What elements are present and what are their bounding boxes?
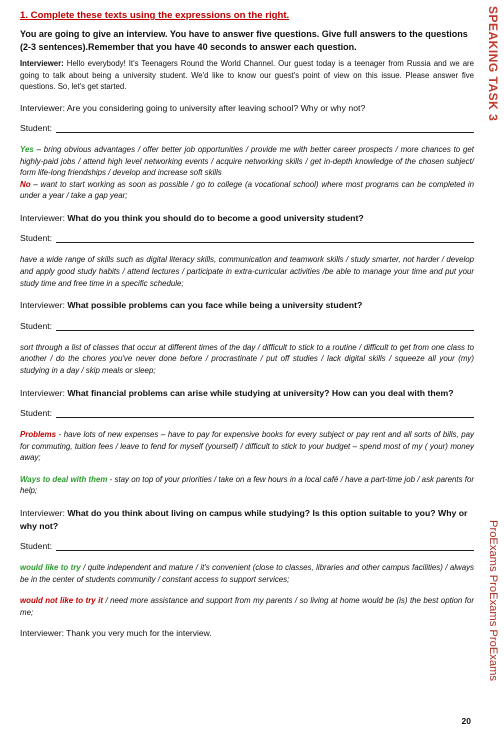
student-label: Student: (20, 541, 53, 551)
student-answer-row (20, 408, 474, 418)
worksheet-content (20, 10, 474, 638)
hint-label-problems: Problems (20, 430, 56, 440)
student-label: Student: (20, 320, 53, 331)
student-answer-row (20, 321, 474, 331)
question-2 (20, 212, 474, 225)
hint-label-yes: Yes (20, 145, 34, 154)
answer-line[interactable] (56, 321, 474, 331)
interviewer-label: Interviewer: (20, 59, 64, 68)
hint-label-ways: Ways to deal with them (20, 474, 108, 484)
answer-line[interactable] (56, 233, 474, 243)
question-3 (20, 299, 474, 312)
hint-text: – want to start working as soon as possible / go to college (a vocational school) where most programs can be completed in under a year / take a gap year; (20, 179, 474, 201)
interviewer-label: Interviewer: (20, 102, 67, 113)
hint-text: / need more assistance and support from my parents / so living at home would be (is) the best option for me; (20, 596, 474, 617)
hint-text: / quite independent and mature / it's convenient (close to classes, libraries and other campus facilities) / always be in the center of students community / constant access to support services; (20, 563, 474, 584)
interviewer-label: Interviewer: (20, 212, 68, 223)
student-label: Student: (20, 408, 53, 419)
question-4 (20, 387, 474, 400)
interviewer-label: Interviewer: (20, 300, 68, 311)
question-1 (20, 102, 474, 115)
hint-block-4a (20, 429, 474, 464)
hint-block-1 (20, 144, 474, 202)
hint-text: – bring obvious advantages / offer better job opportunities / provide me with better career prospects / more chances to get highly-paid jobs / attend high level networking events / acquire networking skills / get in-depth knowledge of the chosen subject/ form life-long friendships / develop and increase soft skills (20, 145, 474, 178)
student-answer-row (20, 123, 474, 133)
answer-line[interactable] (56, 408, 474, 418)
question-text: What do you think about living on campus while studying? Is this option suitable to you? Why or why not? (20, 508, 468, 531)
side-title-text: SPEAKING TASK 3 (486, 6, 500, 122)
question-text: What financial problems can arise while studying at university? How can you deal with them? (67, 387, 454, 398)
task-title: 1. Complete these texts using the expressions on the right. (20, 10, 290, 21)
student-answer-row (20, 233, 474, 243)
question-5 (20, 507, 474, 532)
hint-text: - have lots of new expenses – have to pay for expensive books for every subject or pay rent and all sorts of bills, pay for commuting, tuition fees / leave to fend for myself (yourself) / difficult to stick to your budget – spend most of my ( your) money away; (20, 430, 474, 463)
question-text: What do you think you should do to become a good university student? (67, 212, 364, 223)
interviewer-label: Interviewer: (20, 508, 68, 518)
student-answer-row (20, 541, 474, 551)
hint-text: - stay on top of your priorities / take on a few hours in a local café / have a part-time job / ask parents for help; (20, 474, 474, 496)
side-brand-text: ProExams ProExams ProExams (487, 520, 499, 682)
hint-label-no: No (20, 179, 31, 189)
student-label: Student: (20, 123, 53, 133)
page-number: 20 (461, 716, 471, 726)
question-text: What possible problems can you face while being a university student? (67, 300, 363, 311)
task-instructions: You are going to give an interview. You have to answer five questions. Give full answers to the questions (2-3 sentences).Remember that you have 40 seconds to answer each question. (20, 29, 468, 52)
hint-label-would-not-like: would not like to try it (20, 596, 106, 606)
interviewer-label: Interviewer: (20, 387, 68, 398)
interviewer-intro (20, 58, 474, 93)
answer-line[interactable] (56, 123, 474, 133)
interviewer-intro-text: Hello everybody! It's Teenagers Round the World Channel. Our guest today is a teenager from Russia and we are going to talk about being a university student. We'd like to know our guest's point of view on this issue. Please answer five questions. So, let's get started. (20, 59, 474, 91)
question-text: Are you considering going to university after leaving school? Why or why not? (66, 102, 366, 113)
side-brand (477, 520, 503, 730)
student-label: Student: (20, 233, 53, 244)
closing-line: Interviewer: Thank you very much for the interview. (20, 628, 212, 639)
hint-block-4b (20, 474, 474, 497)
answer-line[interactable] (56, 541, 474, 551)
hint-label-would-like: would like to try (20, 563, 84, 572)
hint-block-5a (20, 562, 474, 585)
hint-block-5b (20, 595, 474, 618)
hint-block-2: have a wide range of skills such as digital literacy skills, communication and teamwork skills / study smarter, not harder / develop and apply good study habits / attend lectures / participate in extra-curricular activities /be able to manage your time and put your study time and free time in a specific schedule; (20, 255, 474, 288)
side-title (477, 6, 503, 146)
hint-block-3: sort through a list of classes that occur at different times of the day / difficult to stick to a routine / difficult to get from one class to another / do the chores you've never done before / procrastinate / put off studies / lack digital skills / squeeze all your (my) studying in a day / skip meals or sleep; (20, 342, 474, 375)
